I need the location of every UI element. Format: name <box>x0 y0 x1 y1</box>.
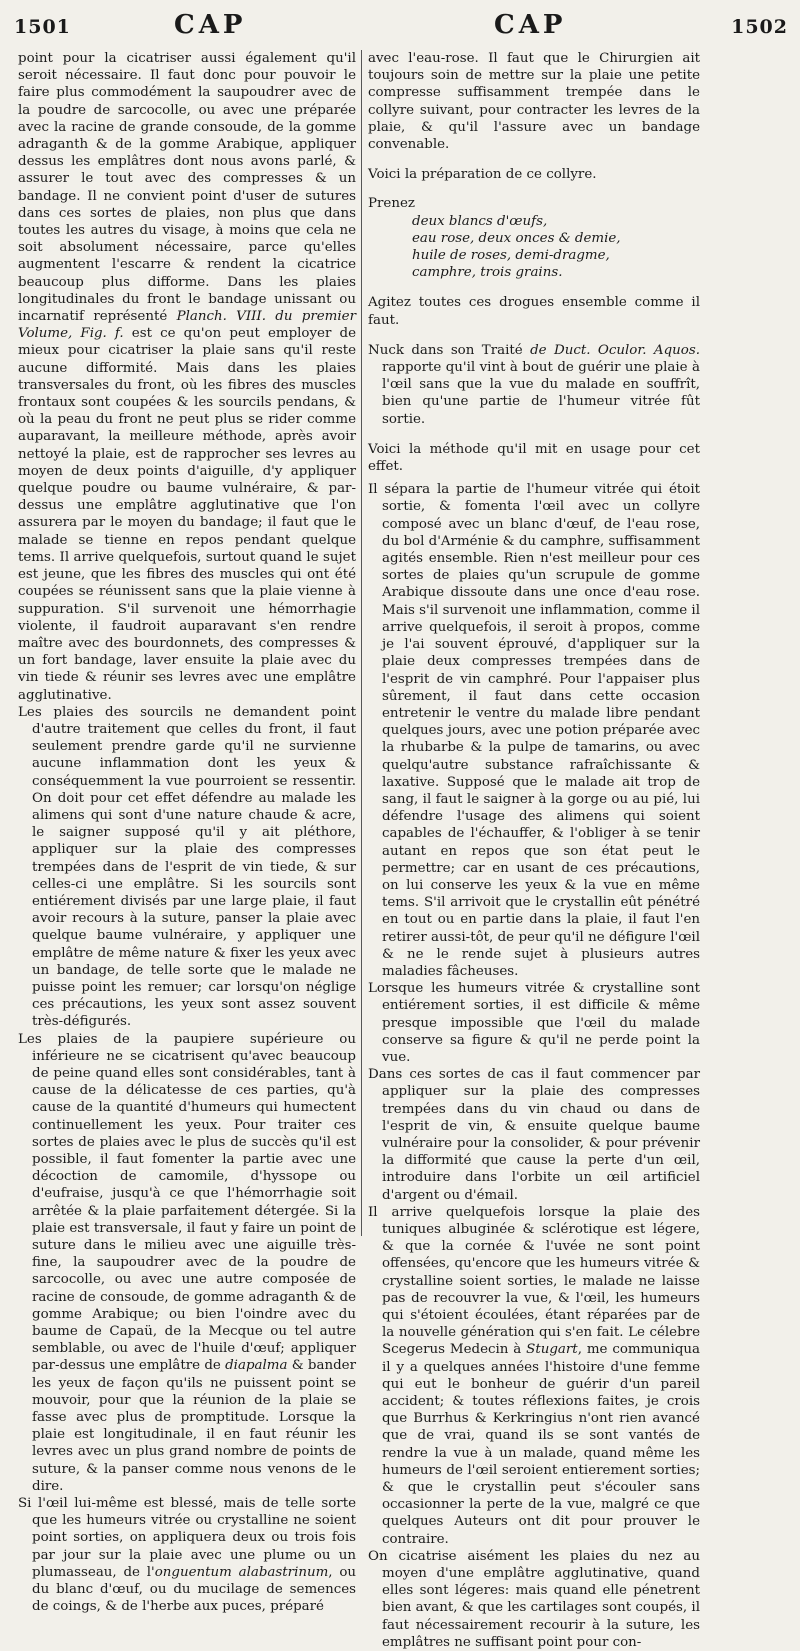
place-name: Stugart <box>526 1342 578 1358</box>
left-column <box>18 50 356 1615</box>
running-head-left: CAP <box>174 10 247 40</box>
recipe-line: huile de roses, demi-dragme, <box>412 248 610 264</box>
recipe-line: camphre, trois grains. <box>412 265 563 281</box>
paragraph: Voici la méthode qu'il mit en usage pour cet effet. <box>368 441 700 475</box>
paragraph: point pour la cicatriser aussi également qu'il seroit nécessaire. Il faut donc pour pouvoir le faire plus commodément la saupoudrer avec de la poudre de sarcocolle, ou avec une préparée avec la racine de grande consoude, de la gomme adraganth & de la gomme Arabique, appliquer dessus les emplâtres dont nous avons parlé, & assurer le tout avec des compresses & un bandage. Il ne convient point d'user de sutures dans ces sortes de plaies, non plus que dans toutes les autres du visage, à moins que cela ne soit absolument nécessaire, parce qu'elles augmentent l'escarre & rendent la cicatrice beaucoup plus difforme. Dans les plaies longitudinales du front le bandage unissant ou incarnatif représenté Planch. VIII. du premier Volume, Fig. f. est ce qu'on peut employer de mieux pour cicatriser la plaie sans qu'il reste aucune difformité. Mais dans les plaies transversales du front, où les fibres des muscles frontaux sont coupées & les sourcils pendans, & où la peau du front ne peut plus se rider comme auparavant, la meilleure méthode, après avoir nettoyé la plaie, est de rapprocher ses levres au moyen de deux points d'aiguille, d'y appliquer quelque poudre ou baume vulnéraire, & par-dessus une emplâtre agglutinative que l'on assurera par le moyen du bandage; il faut que le malade se tienne en repos pendant quelque tems. Il arrive quelquefois, surtout quand le sujet est jeune, que les fibres des muscles qui ont été coupées se réunissent sans que la plaie vienne à suppuration. S'il survenoit une hémorrhagie violente, il faudroit auparavant s'en rendre maître avec des bourdonnets, des compresses & un fort bandage, laver ensuite la plaie avec du vin tiede & réunir ses levres avec une emplâtre agglutinative. <box>18 51 356 703</box>
recipe <box>368 195 700 281</box>
recipe-line: eau rose, deux onces & demie, <box>412 230 621 246</box>
paragraph: Les plaies de la paupiere supérieure ou inférieure ne se cicatrisent qu'avec beaucoup de peine quand elles sont considérables, tant à cause de la délicatesse de ces parties, qu'à cause de la quantité d'humeurs qui humectent continuellement les yeux. Pour traiter ces sortes de plaies avec le plus de succès qu'il est possible, il faut fomenter la partie avec une décoction de camomile, d'hyssope ou d'eufraise, jusqu'à ce que l'hémorrhagie soit arrêtée & la plaie parfaitement détergée. Si la plaie est transversale, il faut y faire un point de suture dans le milieu avec une aiguille très-fine, la saupoudrer avec de la poudre de sarcocolle, ou avec une autre composée de racine de consoude, de gomme adraganth & de gomme Arabique; ou bien l'oindre avec du baume de Capaü, de la Mecque ou tel autre semblable, ou avec de l'huile d'œuf; appliquer par-dessus une emplâtre de diapalma & bander les yeux de façon qu'ils ne puissent point se mouvoir, pour que la réunion de la plaie se fasse avec plus de promptitude. Lorsque la plaie est longitudinale, il en faut réunir les levres avec un plus grand nombre de points de suture, & la panser comme nous venons de le dire. <box>18 1031 356 1494</box>
latin-term: onguentum alabastrinum <box>154 1564 329 1580</box>
paragraph: Dans ces sortes de cas il faut commencer par appliquer sur la plaie des compresses trempées dans du vin chaud ou dans de l'esprit de vin, & ensuite quelque baume vulnéraire pour la consolider, & pour prévenir la difformité que cause la perte d'un œil, introduire dans l'orbite un œil artificiel d'argent ou d'émail. <box>368 1067 700 1203</box>
latin-term: diapalma <box>225 1358 288 1374</box>
paragraph: Nuck dans son Traité de Duct. Oculor. Aquos. rapporte qu'il vint à bout de guérir une plaie à l'œil sans que la vue du malade en souffrît, bien qu'une partie de l'humeur vitrée fût sortie. <box>368 342 700 427</box>
paragraph: Il arrive quelquefois lorsque la plaie des tuniques albuginée & sclérotique est légere, & que la cornée & l'uvée ne sont point offensées, qu'encore que les humeurs vitrée & crystalline soient sorties, le malade ne laisse pas de recouvrer la vue, & l'œil, les humeurs qui s'étoient écoulées, étant réparées par de la nouvelle génération qui s'en fait. Le célebre Scegerus Medecin à Stugart, me communiqua il y a quelques années l'histoire d'une femme qui eut le bonheur de guérir d'un pareil accident; & toutes réflexions faites, je crois que Burrhus & Kerkringius n'ont rien avancé que de vrai, quand ils se sont vantés de rendre la vue à un malade, quand même les humeurs de l'œil seroient entierement sorties; & que le crystallin peut s'écouler sans occasionner la perte de la vue, malgré ce que quelques Auteurs ont dit pour prouver le contraire. <box>368 1204 701 1547</box>
recipe-line: deux blancs d'œufs, <box>412 213 548 229</box>
page-number-right: 1502 <box>731 16 788 38</box>
paragraph: Agitez toutes ces drogues ensemble comme il faut. <box>368 295 700 328</box>
paragraph: Les plaies des sourcils ne demandent point d'autre traitement que celles du front, il faut seulement prendre garde qu'il ne survienne aucune inflammation dont les yeux & conséquemment la vue pourroient se ressentir. On doit pour cet effet défendre au malade les alimens qui sont d'une nature chaude & acre, le saigner supposé qu'il y ait pléthore, appliquer sur la plaie des compresses trempées dans de l'esprit de vin tiede, & sur celles-ci une emplâtre. Si les sourcils sont entiérement divisés par une large plaie, il faut avoir recours à la suture, panser la plaie avec quelque baume vulnéraire, y appliquer une emplâtre de même nature & fixer les yeux avec un bandage, de telle sorte que le malade ne puisse point les remuer; car lorsqu'on néglige ces précautions, les yeux sont assez souvent très-défigurés. <box>18 704 356 1030</box>
column-divider <box>361 50 362 1236</box>
paragraph: Lorsque les humeurs vitrée & crystalline sont entiérement sorties, il est difficile & même presque impossible que l'œil du malade conserve sa figure & qu'il ne perde point la vue. <box>368 981 700 1065</box>
paragraph: Il sépara la partie de l'humeur vitrée qui étoit sortie, & fomenta l'œil avec un collyre composé avec un blanc d'œuf, de l'eau rose, du bol d'Arménie & du camphre, suffisamment agités ensemble. Rien n'est meilleur pour ces sortes de plaies qu'un scrupule de gomme Arabique dissoute dans une once d'eau rose. Mais s'il survenoit une inflammation, comme il arrive quelquefois, il seroit à propos, comme je l'ai souvent éprouvé, d'appliquer sur la plaie deux compresses trempées dans de l'esprit de vin camphré. Pour l'appaiser plus sûrement, il faut dans cette occasion entretenir le ventre du malade libre pendant quelques jours, avec une potion préparée avec la rhubarbe & la pulpe de tamarins, ou avec quelqu'autre substance rafraîchissante & laxative. Supposé que le malade ait trop de sang, il faut le saigner à la gorge ou au pié, lui défendre l'usage des alimens qui soient capables de l'échauffer, & l'obliger à se tenir autant en repos que son état peut le permettre; car en usant de ces précautions, on lui conserve les yeux & la vue en même tems. S'il arrivoit que le crystallin eût pénétré en tout ou en partie dans la plaie, il faut l'en retirer aussi-tôt, de peur qu'il ne défigure l'œil & ne le rende sujet à plusieurs autres maladies fâcheuses. <box>368 482 700 979</box>
paragraph: avec l'eau-rose. Il faut que le Chirurgien ait toujours soin de mettre sur la plaie une petite compresse suffisamment trempée dans le collyre suivant, pour contracter les levres de la plaie, & qu'il l'assure avec un bandage convenable. <box>368 51 700 153</box>
page-header <box>0 12 800 42</box>
paragraph: Si l'œil lui-même est blessé, mais de telle sorte que les humeurs vitrée ou crystalline ne soient point sorties, on appliquera deux ou trois fois par jour sur la plaie avec une plume ou un plumasseau, de l'onguentum alabastrinum, ou du blanc d'œuf, ou du mucilage de semences de coings, & de l'herbe aux puces, préparé <box>18 1496 357 1615</box>
paragraph: Voici la préparation de ce collyre. <box>368 167 597 183</box>
work-title: de Duct. Oculor. Aquos. <box>530 342 700 358</box>
running-head-right: CAP <box>494 10 567 40</box>
plate-reference: Planch. VIII. du premier Volume, Fig. f. <box>18 309 356 342</box>
page-number-left: 1501 <box>14 16 71 38</box>
recipe-heading: Prenez <box>368 196 415 212</box>
right-column <box>368 50 700 1651</box>
paragraph: On cicatrise aisément les plaies du nez au moyen d'une emplâtre agglutinative, quand elles sont légeres: mais quand elle pénetrent bien avant, & que les cartilages sont coupés, il faut nécessairement recourir à la suture, les emplâtres ne suffisant point pour con- <box>368 1548 700 1650</box>
